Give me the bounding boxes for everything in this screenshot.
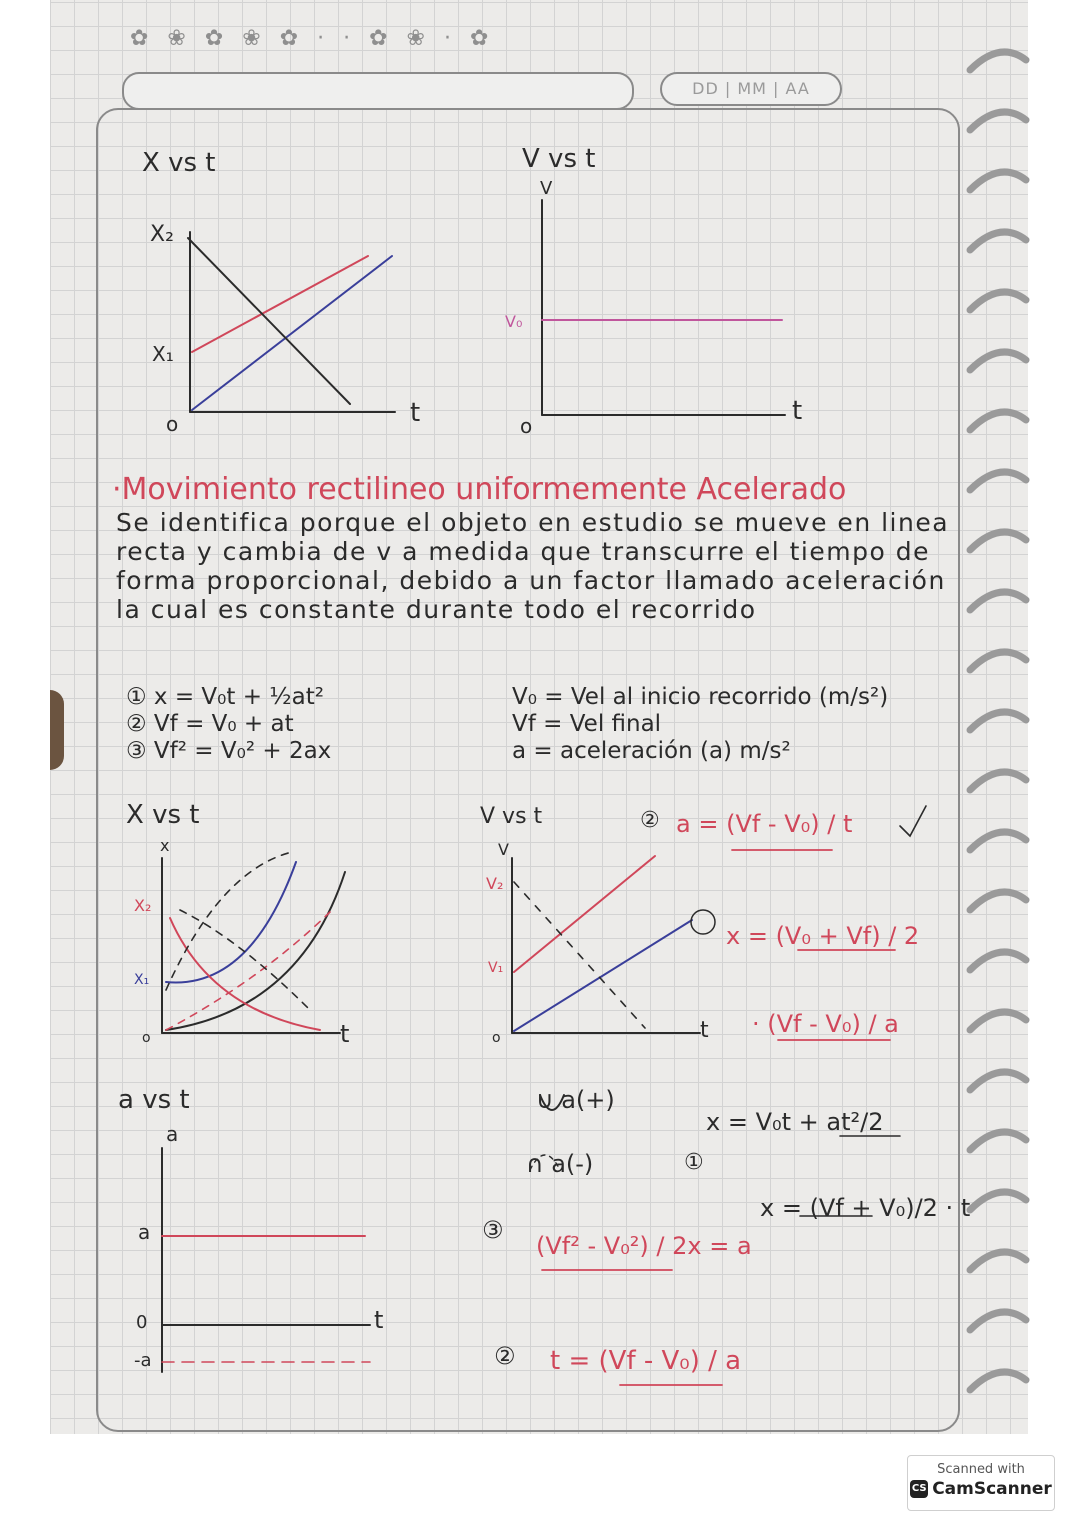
note1-formula: a = (Vf - V₀) / t xyxy=(676,810,853,838)
note4-text: ∪ a(+) xyxy=(536,1086,615,1114)
graph5-t-label: t xyxy=(374,1306,384,1334)
graph3-t-label: t xyxy=(340,1020,350,1048)
graph5-a-axis: a xyxy=(166,1122,179,1146)
graph4-v2-label: V₂ xyxy=(486,874,504,893)
graph3-x2-label: X₂ xyxy=(134,896,152,915)
camscanner-brand-label: CamScanner xyxy=(932,1479,1052,1499)
graph2-v-axis: V xyxy=(540,178,553,199)
definition-3: a = aceleración (a) m/s² xyxy=(512,738,791,764)
note7-formula: x = (Vf + V₀)/2 · t xyxy=(760,1194,971,1222)
note5-number: ① xyxy=(684,1150,704,1175)
mrua-paragraph: Se identifica porque el objeto en estudio se mueve en linea recta y cambia de v a medida que transcurre el tiempo de forma proporcional, debido a un factor llamado aceleración la cual es constante durante todo el recorrido xyxy=(116,508,950,624)
formula-1: ① x = V₀t + ½at² xyxy=(126,684,324,710)
camscanner-badge xyxy=(907,1455,1055,1511)
graph4-title: V vs t xyxy=(480,804,543,829)
definition-1: V₀ = Vel al inicio recorrido (m/s²) xyxy=(512,684,889,710)
graph1-x2-label: X₂ xyxy=(150,222,174,247)
note9-formula: t = (Vf - V₀) / a xyxy=(550,1346,742,1376)
graph3-x-axis: x xyxy=(160,836,170,855)
graph1-origin: o xyxy=(166,412,179,436)
definition-2: Vf = Vel final xyxy=(512,711,662,737)
graph2-v0-label: V₀ xyxy=(505,312,523,331)
note1-number: ② xyxy=(640,808,660,833)
mrua-title: ·Movimiento rectilineo uniformemente Acelerado xyxy=(112,472,847,507)
camscanner-brand xyxy=(908,1479,1054,1499)
graph5-neg-a: -a xyxy=(134,1350,152,1371)
camscanner-logo-icon: CS xyxy=(910,1480,928,1498)
graph1-t-label: t xyxy=(410,398,421,428)
date-field: DD | MM | AA xyxy=(660,72,842,106)
graph3-x1-label: X₁ xyxy=(134,972,150,988)
graph3-title: X vs t xyxy=(126,800,200,830)
graph2-title: V vs t xyxy=(522,144,596,174)
graph1-x1-label: X₁ xyxy=(152,342,174,366)
graph4-origin: o xyxy=(492,1030,501,1046)
note9-number: ② xyxy=(494,1342,516,1370)
graph5-title: a vs t xyxy=(118,1085,190,1115)
note5-text: ∩ a(-) xyxy=(526,1150,594,1178)
flower-decoration: ✿ ❀ ✿ ❀ ✿ · · ✿ ❀ · ✿ xyxy=(130,26,495,51)
note3-formula: · (Vf - V₀) / a xyxy=(752,1010,899,1038)
scanned-with-label: Scanned with xyxy=(937,1462,1025,1477)
graph1-title: X vs t xyxy=(142,148,216,178)
graph2-origin: o xyxy=(520,414,533,438)
graph3-origin: o xyxy=(142,1030,151,1046)
graph4-t-label: t xyxy=(700,1018,709,1043)
graph4-v-axis: V xyxy=(498,840,509,859)
note6-formula: x = V₀t + at²/2 xyxy=(706,1108,884,1136)
graph2-t-label: t xyxy=(792,396,803,426)
graph4-v1-label: V₁ xyxy=(488,960,504,976)
formula-3: ③ Vf² = V₀² + 2ax xyxy=(126,738,332,764)
note2-formula: x = (V₀ + Vf) / 2 xyxy=(726,922,920,950)
note8-formula: (Vf² - V₀²) / 2x = a xyxy=(536,1232,752,1260)
formula-2: ② Vf = V₀ + at xyxy=(126,711,294,737)
graph5-a-level: a xyxy=(138,1220,151,1244)
note8-number: ③ xyxy=(482,1216,504,1244)
graph5-origin: 0 xyxy=(136,1312,148,1333)
